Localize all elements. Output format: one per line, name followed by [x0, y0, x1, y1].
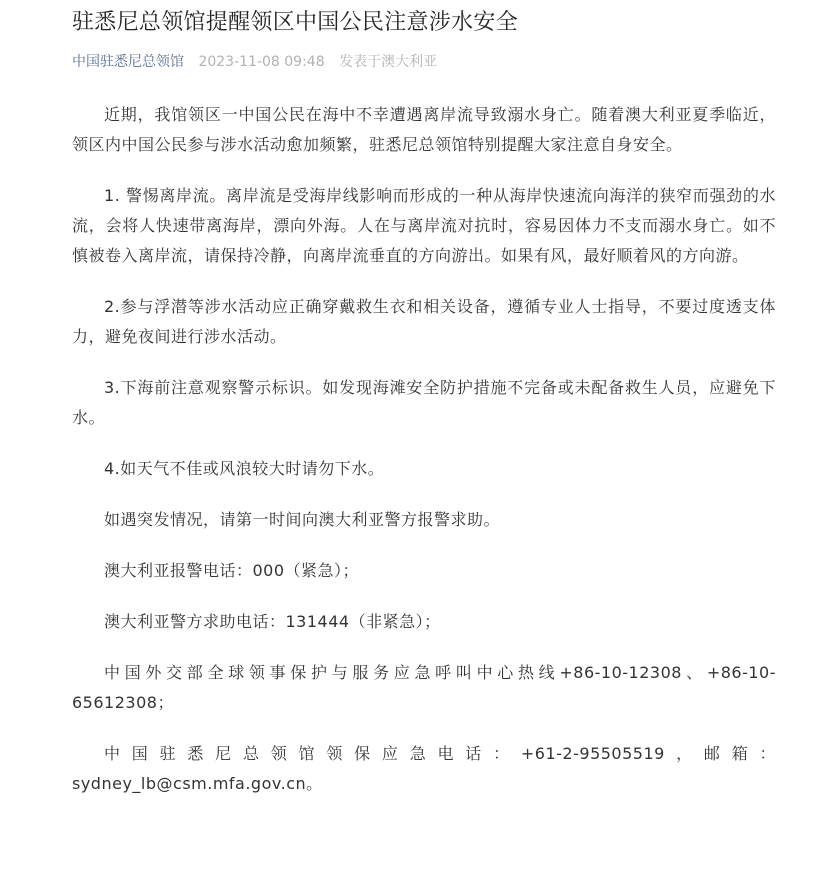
article-content — [72, 100, 776, 799]
consulate-email[interactable]: sydney_lb@csm.mfa.gov.cn。 — [72, 774, 323, 793]
consulate-phone-line: 中国驻悉尼总领馆领保应急电话：+61-2-95505519，邮箱： — [104, 744, 776, 763]
publish-location: 发表于澳大利亚 — [339, 54, 438, 70]
paragraph-item-2: 2.参与浮潜等涉水活动应正确穿戴救生衣和相关设备，遵循专业人士指导，不要过度透支体力，避免夜间进行涉水活动。 — [72, 297, 776, 346]
paragraph-item-4: 4.如天气不佳或风浪较大时请勿下水。 — [104, 459, 385, 478]
paragraph-police-assistance: 澳大利亚警方求助电话：131444（非紧急）； — [104, 612, 441, 631]
paragraph-mfa-hotline: 中国外交部全球领事保护与服务应急呼叫中心热线+86-10-12308、+86-10-65612308； — [72, 663, 776, 712]
paragraph-consulate-contact — [72, 739, 776, 799]
account-name-link[interactable]: 中国驻悉尼总领馆 — [72, 54, 184, 70]
paragraph-police-emergency: 澳大利亚报警电话：000（紧急）； — [104, 561, 360, 580]
publish-time: 2023-11-08 09:48 — [198, 54, 325, 70]
paragraph-emergency-intro: 如遇突发情况，请第一时间向澳大利亚警方报警求助。 — [104, 510, 501, 529]
paragraph-intro: 近期，我馆领区一中国公民在海中不幸遭遇离岸流导致溺水身亡。随着澳大利亚夏季临近，领区内中国公民参与涉水活动愈加频繁，驻悉尼总领馆特别提醒大家注意自身安全。 — [72, 105, 776, 154]
article-title: 驻悉尼总领馆提醒领区中国公民注意涉水安全 — [72, 10, 519, 35]
paragraph-item-3: 3.下海前注意观察警示标识。如发现海滩安全防护措施不完备或未配备救生人员，应避免下水。 — [72, 378, 776, 427]
paragraph-item-1: 1. 警惕离岸流。离岸流是受海岸线影响而形成的一种从海岸快速流向海洋的狭窄而强劲的水流，会将人快速带离海岸，漂向外海。人在与离岸流对抗时，容易因体力不支而溺水身亡。如不慎被卷入离岸流，请保持冷静，向离岸流垂直的方向游出。如果有风，最好顺着风的方向游。 — [72, 186, 776, 265]
article-meta — [72, 52, 776, 72]
